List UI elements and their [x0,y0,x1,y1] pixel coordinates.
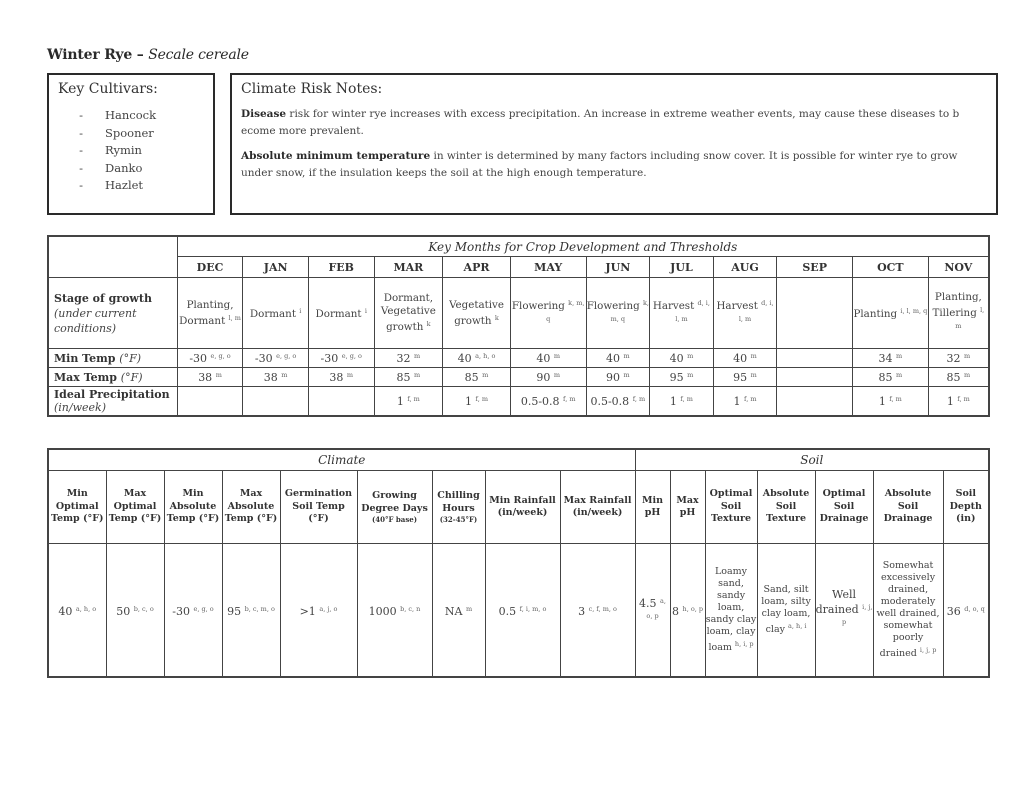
cell-value: 90 [605,370,620,384]
header-label: Max pH [676,494,699,518]
cell-value: 4.5 [639,597,657,610]
cell-citation: h, o, p [682,604,704,613]
cell-citation: l, m [955,305,985,330]
threshold-header [560,471,635,544]
min-temp-cell [928,349,989,368]
row-label-min-temp [48,349,177,368]
threshold-header [943,471,989,544]
cell-citation: m [553,370,561,379]
cell-citation: h, i, p [734,640,754,648]
min-temp-cell [374,349,443,368]
page-title [47,47,249,63]
cultivar-name: Rymin [105,143,142,158]
cell-value: >1 [299,604,316,618]
precip-cell [713,387,777,417]
cell-citation: e, g, o [193,604,214,613]
cell-citation: d, o, q [964,604,985,613]
threshold-header [432,471,485,544]
cell-value: 32 [396,351,411,365]
max-temp-cell [777,368,853,387]
min-temp-cell [853,349,929,368]
cell-value: 50 [116,604,131,618]
cultivar-name: Hancock [105,108,157,122]
cell-citation: i, l, m, q [900,307,928,315]
precip-cell [650,387,714,417]
precip-cell [443,387,511,417]
cell-value: Planting [853,308,898,320]
row-label-main: Min Temp [54,351,116,365]
cell-citation: k [426,320,431,328]
note-keyword: Absolute minimum temperature [241,150,431,162]
threshold-header [635,471,670,544]
threshold-value-cell [485,544,560,678]
max-temp-cell [374,368,443,387]
cell-value: 3 [578,604,586,618]
cultivar-item [49,160,213,178]
cell-citation: k [494,313,499,322]
cell-citation: m [414,351,421,360]
stage-cell [374,278,443,349]
threshold-header [48,471,106,544]
stage-cell [853,278,929,349]
cell-value: 1 [946,394,954,408]
stage-cell [177,278,243,349]
cell-citation: m [687,351,694,360]
cell-value: 38 [198,370,213,384]
row-label-max-temp [48,368,177,387]
min-temp-cell [243,349,309,368]
precip-cell [177,387,243,417]
cell-citation: m [482,370,489,379]
cell-value: Flowering [586,300,640,312]
max-temp-cell [243,368,309,387]
stage-cell [650,278,714,349]
crop-scientific-name: Secale cereale [148,47,249,63]
cell-value: Dormant [249,308,296,320]
cell-value: 0.5-0.8 [590,394,630,408]
cell-citation: f, m [744,394,757,403]
cell-value: 38 [263,370,278,384]
month-header-jan: JAN [243,257,309,278]
threshold-header [873,471,943,544]
cell-value: 85 [464,370,479,384]
cell-value: Dormant, Vegetative growth [380,292,436,333]
max-temp-cell [713,368,777,387]
corner-cell [48,236,177,278]
header-label: Min pH [642,494,664,518]
cell-citation: m [964,351,971,360]
bullet-dash: - [79,178,83,193]
threshold-value-cell [873,544,943,678]
cultivar-list [49,107,213,195]
cell-citation: m [896,351,903,360]
cell-citation: f, i, m, o [519,604,547,613]
thresholds-value-row [48,544,989,678]
cell-value: 1 [396,394,404,408]
precip-cell [510,387,586,417]
cell-citation: b, c, n [400,604,421,613]
cell-value: 34 [878,351,893,365]
threshold-value-cell [164,544,222,678]
threshold-header [357,471,432,544]
row-label-unit: (°F) [119,351,141,365]
min-temp-cell [177,349,243,368]
cell-citation: m [465,604,473,613]
stage-cell [510,278,586,349]
cell-citation: c, f, m, o [588,604,617,613]
cell-citation: f, m [475,394,488,403]
min-temp-cell [586,349,650,368]
threshold-header [705,471,757,544]
min-temp-cell [510,349,586,368]
cell-citation: m [964,370,971,379]
stage-cell [777,278,853,349]
cell-citation: m [281,370,288,379]
thresholds-header-row [48,471,989,544]
cell-citation: m [215,370,222,379]
precip-cell [928,387,989,417]
climate-risk-notes-box [230,73,998,215]
threshold-value-cell [757,544,815,678]
cell-value: -30 [320,351,339,365]
cell-value: 32 [946,351,961,365]
cell-value: Flowering [511,300,565,312]
cell-value: 95 [669,370,684,384]
max-temp-cell [443,368,511,387]
cell-citation: b, c, m, o [244,604,275,613]
note-keyword: Disease [241,108,287,120]
min-temperature-note [241,148,986,181]
cell-citation: m [623,370,630,379]
threshold-value-cell [280,544,357,678]
min-temp-cell [650,349,714,368]
cell-value: 1 [878,394,886,408]
min-temp-cell [308,349,374,368]
stage-cell [243,278,309,349]
cell-value: 95 [733,370,748,384]
cell-value: -30 [172,604,191,618]
threshold-value-cell [705,544,757,678]
cell-value: Sand, silt loam, silty clay loam, clay [761,584,811,635]
cell-citation: i [364,307,367,315]
cultivar-name: Spooner [105,125,154,140]
month-header-apr: APR [443,257,511,278]
threshold-header [485,471,560,544]
key-months-caption: Key Months for Crop Development and Thresholds [177,236,989,257]
cell-citation: m [687,370,694,379]
row-label-main: Max Temp [54,370,117,384]
note-text: risk for winter rye increases with excess precipitation. An increase in extreme weather events, may cause these diseases to b ecome more prevalent. [241,108,960,137]
min-temp-cell [443,349,511,368]
max-temp-cell [853,368,929,387]
threshold-value-cell [48,544,106,678]
header-label: Optimal Soil Drainage [819,488,869,525]
cell-citation: f, m [563,394,576,403]
row-label-unit: (in/week) [54,401,106,414]
threshold-header [670,471,705,544]
header-label: Absolute Soil Drainage [883,488,933,525]
key-cultivars-heading: Key Cultivars: [58,81,158,97]
threshold-value-cell [943,544,989,678]
header-sublabel: (32-45°F) [439,515,478,524]
header-label: Max Absolute Temp (°F) [224,488,278,525]
soil-caption: Soil [635,449,989,471]
max-temp-cell [650,368,714,387]
cell-value: Dormant [315,308,362,320]
cell-citation: f, m [632,394,646,403]
cell-citation: m [414,370,421,379]
precip-cell [308,387,374,417]
header-label: Max Optimal Temp (°F) [108,488,162,525]
min-temp-cell [777,349,853,368]
climate-caption: Climate [48,449,635,471]
threshold-value-cell [815,544,873,678]
month-header-jun: JUN [586,257,650,278]
cell-value: 40 [605,351,620,365]
cell-value: 1 [669,394,677,408]
max-temp-cell [308,368,374,387]
header-label: Absolute Soil Texture [762,488,810,525]
month-header-feb: FEB [308,257,374,278]
cell-value: 1000 [368,604,397,618]
threshold-header [164,471,222,544]
cell-citation: f, m [407,394,420,403]
precip-cell [243,387,309,417]
header-label: Min Optimal Temp (°F) [50,488,104,525]
cell-value: Somewhat excessively drained, moderately well drained, somewhat poorly drained [876,560,940,659]
precip-cell [777,387,853,417]
crop-common-name: Winter Rye [47,47,133,63]
max-temp-cell [510,368,586,387]
threshold-value-cell [560,544,635,678]
header-label: Germination Soil Temp (°F) [284,488,353,525]
cultivar-item [49,142,213,160]
cell-value: NA [444,604,463,618]
min-temp-row [48,349,989,368]
threshold-value-cell [670,544,705,678]
cell-value: 40 [457,351,472,365]
cell-value: 85 [946,370,961,384]
key-months-table [47,235,990,417]
cell-citation: f, m [889,394,902,403]
cell-citation: a, h, o [75,604,97,613]
threshold-header [106,471,164,544]
stage-cell [928,278,989,349]
note-text: in winter is determined by many factors including snow cover. It is possible for winter rye to grow under snow, if the insulation keeps the soil at the high enough temperature. [241,150,958,179]
cell-citation: f, m [957,394,970,403]
cell-citation: i, j, p [841,603,873,626]
cell-value: 40 [733,351,748,365]
cell-value: Planting, Dormant [179,298,234,327]
row-label-sub: (under current conditions) [54,306,137,335]
cell-value: Harvest [716,300,758,312]
cell-citation: d, i, l, m [675,299,710,323]
cell-citation: e, g, o [341,351,362,360]
month-header-mar: MAR [374,257,443,278]
cell-value: 90 [536,370,551,384]
row-label-precip [48,387,177,417]
cell-citation: m [750,351,757,360]
cell-citation: a, j, o [319,604,338,613]
cultivar-name: Hazlet [105,178,144,193]
cell-citation: m [750,370,757,379]
cell-value: 85 [396,370,411,384]
month-header-may: MAY [510,257,586,278]
cultivar-name: Danko [105,160,143,175]
cell-value: 85 [878,370,893,384]
cell-value: 8 [672,604,680,618]
cell-value: 40 [58,604,73,618]
threshold-header [222,471,280,544]
bullet-dash: - [79,125,83,140]
cell-citation: l, m [228,313,241,322]
cell-citation: e, g, o [276,351,297,360]
month-header-jul: JUL [650,257,714,278]
header-label: Min Absolute Temp (°F) [166,488,220,525]
row-label-stage [48,278,177,349]
cell-value: Vegetative growth [449,298,504,327]
cell-citation: i [299,307,302,315]
cell-value: 1 [733,394,741,408]
header-label: Growing Degree Days [361,490,428,514]
threshold-header [280,471,357,544]
cultivar-item [49,107,213,125]
precip-cell [853,387,929,417]
cell-value: Well drained [815,588,859,616]
stage-cell [443,278,511,349]
cell-citation: k, m, q [546,299,585,323]
row-label-unit: (°F) [120,370,143,384]
min-temp-cell [713,349,777,368]
cell-value: 38 [329,370,344,384]
cell-value: 0.5-0.8 [520,394,560,408]
month-header-oct: OCT [853,257,929,278]
stage-cell [308,278,374,349]
cell-citation: a, h, o [475,351,496,360]
row-label-main: Stage of growth [54,291,152,305]
header-label: Max Rainfall (in/week) [563,494,632,518]
max-temp-cell [928,368,989,387]
cell-citation: k, m, q [610,299,649,323]
cell-citation: f, m [680,394,693,403]
cell-value: -30 [189,351,208,365]
max-temp-cell [177,368,243,387]
cell-value: Loamy sand, sandy loam, sandy clay loam, clay loam [705,566,757,653]
cell-value: 36 [946,604,961,618]
threshold-value-cell [432,544,485,678]
stage-cell [586,278,650,349]
threshold-value-cell [357,544,432,678]
disease-note [241,106,986,139]
month-header-aug: AUG [713,257,777,278]
threshold-header [815,471,873,544]
precip-cell [374,387,443,417]
header-label: Min Rainfall (in/week) [489,494,556,518]
month-header-nov: NOV [928,257,989,278]
key-cultivars-box [47,73,215,215]
header-label: Chilling Hours [437,490,480,514]
cell-citation: m [623,351,630,360]
header-label: Optimal Soil Texture [709,488,753,525]
cell-value: -30 [254,351,273,365]
cell-citation: i, j, p [919,646,937,654]
cell-citation: m [346,370,354,379]
cell-citation: m [553,351,561,360]
cell-value: Planting, Tillering [932,290,982,319]
cell-citation: d, i, l, m [738,299,774,323]
cultivar-item [49,177,213,195]
cell-value: 95 [227,604,242,618]
stage-cell [713,278,777,349]
cell-value: 1 [465,394,473,408]
precip-cell [586,387,650,417]
cell-value: 40 [669,351,684,365]
month-header-dec: DEC [177,257,243,278]
cell-citation: e, g, o [210,351,231,360]
threshold-value-cell [222,544,280,678]
max-temp-cell [586,368,650,387]
month-header-row [48,257,989,278]
thresholds-table [47,448,990,678]
cell-citation: m [896,370,903,379]
cell-value: Harvest [652,300,695,312]
title-separator: – [132,47,149,63]
cell-citation: a, h, i [788,622,807,630]
cell-value: 0.5 [498,604,517,618]
cell-value: 40 [536,351,551,365]
stage-of-growth-row [48,278,989,349]
cell-citation: a, o, p [646,597,666,620]
threshold-value-cell [635,544,670,678]
bullet-dash: - [79,160,83,175]
cell-citation: b, c, o [133,604,154,613]
climate-risk-notes-heading: Climate Risk Notes: [241,81,383,97]
row-label-main: Ideal Precipitation [54,388,170,401]
header-sublabel: (40°F base) [371,515,418,524]
header-label: Soil Depth (in) [949,488,982,525]
month-header-sep: SEP [777,257,853,278]
threshold-value-cell [106,544,164,678]
max-temp-row [48,368,989,387]
bullet-dash: - [79,108,83,122]
cultivar-item [49,125,213,143]
threshold-header [757,471,815,544]
ideal-precipitation-row [48,387,989,417]
bullet-dash: - [79,143,83,158]
